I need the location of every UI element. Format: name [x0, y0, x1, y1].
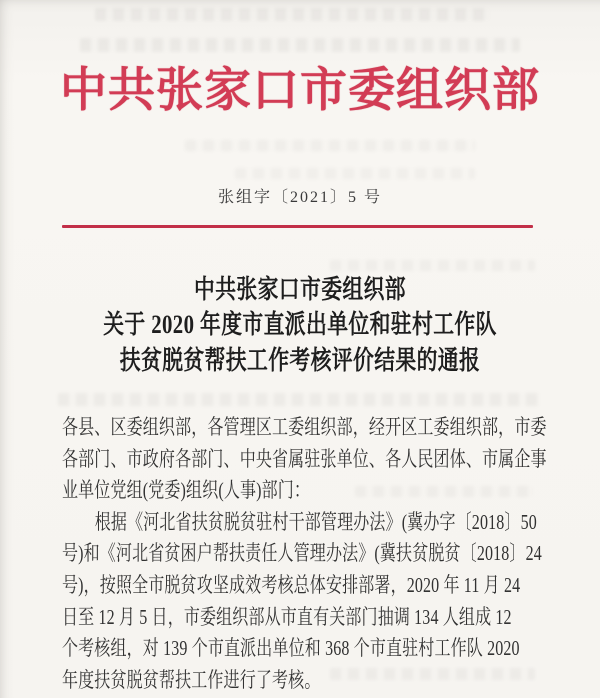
document-title-line: 关于 2020 年度市直派出单位和驻村工作队	[103, 310, 497, 340]
bleedthrough-artifact	[185, 140, 475, 151]
body-text-line: 日至 12 月 5 日，市委组织部从市直有关部门抽调 134 人组成 12	[62, 604, 512, 629]
red-divider-line	[62, 225, 533, 228]
body-text-line: 年度扶贫脱贫帮扶工作进行了考核。	[62, 667, 321, 692]
bleedthrough-artifact	[95, 8, 490, 21]
body-text-line: 各县、区委组织部，各管理区工委组织部，经开区工委组织部，市委	[62, 415, 547, 439]
bleedthrough-artifact	[58, 393, 540, 406]
body-text-line: 个考核组，对 139 个市直派出单位和 368 个市直驻村工作队 2020	[62, 636, 520, 661]
body-text-line: 业单位党组(党委)组织(人事)部门：	[62, 478, 311, 503]
body-text-line: 各部门、市政府各部门、中央省属驻张单位、各人民团体、市属企事	[62, 446, 547, 471]
body-text-line: 号)和《河北省贫困户帮扶责任人管理办法》(冀扶贫脱贫〔2018〕24	[62, 541, 542, 566]
document-title-line: 中共张家口市委组织部	[193, 275, 406, 304]
bleedthrough-artifact	[330, 260, 535, 271]
document-body	[62, 412, 547, 696]
bleedthrough-artifact	[235, 168, 475, 179]
bleedthrough-artifact	[80, 38, 520, 52]
body-text-line: 根据《河北省扶贫脱贫驻村干部管理办法》(冀办字〔2018〕50	[94, 509, 537, 534]
letterhead-org-title: 中共张家口市委组织部	[60, 65, 540, 117]
document-reference-number: 张组字〔2021〕5 号	[217, 189, 382, 206]
body-text-line: 号)，按照全市脱贫攻坚成效考核总体安排部署，2020 年 11 月 24	[62, 572, 521, 597]
document-title-line: 扶贫脱贫帮扶工作考核评价结果的通报	[119, 345, 481, 375]
document-title	[0, 272, 600, 378]
